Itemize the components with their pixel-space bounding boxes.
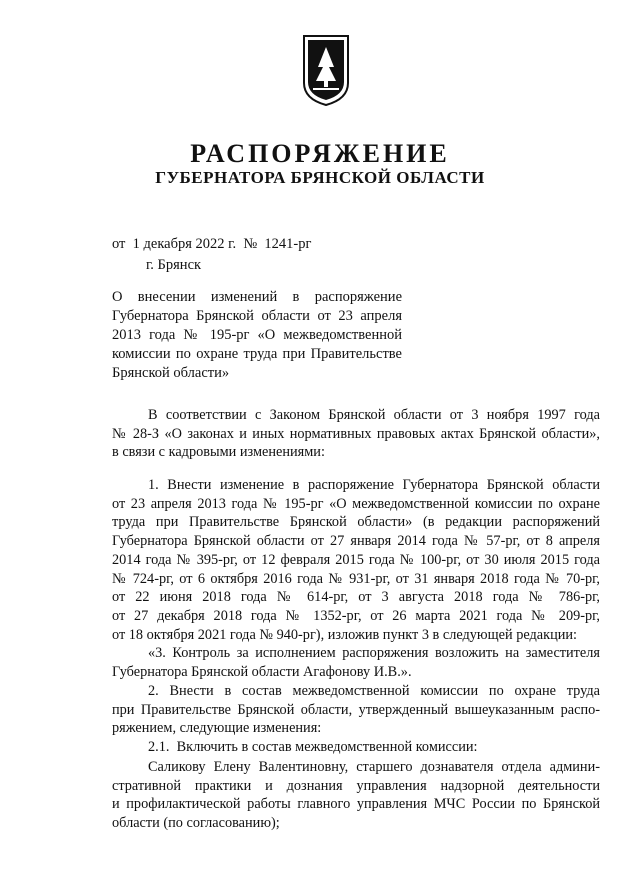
text-line: Губернатора Брянской области Агафонову И.В.». (112, 664, 412, 681)
text-line: Саликову Елену Валентиновну, старшего дознавателя отдела админи- (148, 759, 600, 775)
preamble-paragraph (112, 406, 600, 462)
item-2-1-line: 2.1. Включить в состав межведомственной комиссии: (148, 739, 478, 756)
subject-line: О внесении изменений в распоряжение (112, 289, 402, 305)
text-line: Губернатора Брянской области от 27 января 2014 года № 57-рг, от 8 апреля (112, 533, 600, 550)
text-line: «3. Контроль за исполнением распоряжения возложить на заместителя (148, 645, 600, 662)
text-line: В соответствии с Законом Брянской области от 3 ноября 1997 года (148, 407, 600, 423)
text-line: 2014 года № 395-рг, от 12 февраля 2015 года № 100-рг, от 30 июля 2015 года (112, 551, 600, 568)
subject-line: 2013 года № 195-рг «О межведомственной (112, 327, 402, 343)
text-line: ряжением, следующие изменения: (112, 720, 322, 737)
text-line: стративной практики и дознания управления надзорной деятельности (112, 777, 600, 794)
text-line: от 18 октября 2021 года № 940-рг), изложив пункт 3 в следующей редакции: (112, 626, 577, 643)
text-line: труда при Правительстве Брянской области» (в редакции распоряжений (112, 514, 600, 531)
document-date-number: от 1 декабря 2022 г. № 1241-рг (112, 236, 312, 252)
coat-of-arms-emblem (301, 33, 351, 108)
subject-line: комиссии по охране труда при Правительстве (112, 346, 402, 362)
subject-line: Губернатора Брянской области от 23 апреля (112, 308, 402, 324)
document-title: РАСПОРЯЖЕНИЕ (190, 139, 450, 168)
text-line: при Правительстве Брянской области, утвержденный вышеуказанным распо- (112, 701, 600, 718)
text-line: области (по согласованию); (112, 815, 280, 832)
document-subtitle: ГУБЕРНАТОРА БРЯНСКОЙ ОБЛАСТИ (155, 168, 485, 187)
text-line: 2. Внести в состав межведомственной комиссии по охране труда (148, 683, 600, 699)
document-city: г. Брянск (146, 257, 202, 273)
text-line: № 28-З «О законах и иных нормативных правовых актах Брянской области», (112, 425, 600, 442)
subject-line: Брянской области» (112, 365, 230, 381)
text-line: от 23 апреля 2013 года № 195-рг «О межведомственной комиссии по охране (112, 495, 600, 512)
text-line: № 724-рг, от 6 октября 2016 года № 931-рг, от 31 января 2018 года № 70-рг, (112, 570, 600, 587)
text-line: в связи с кадровыми изменениями: (112, 444, 325, 461)
text-line: от 22 июня 2018 года № 614-рг, от 3 августа 2018 года № 786-рг, (112, 589, 600, 606)
document-subject (112, 288, 402, 383)
item-1-paragraph (112, 476, 600, 682)
item-2-paragraph (112, 682, 600, 757)
text-line: 1. Внести изменение в распоряжение Губернатора Брянской области (148, 477, 600, 493)
text-line: от 27 декабря 2018 года № 1352-рг, от 26 марта 2021 года № 209-рг, (112, 607, 600, 624)
text-line: и профилактической работы главного управления МЧС России по Брянской (112, 796, 600, 813)
person-paragraph (112, 758, 600, 833)
